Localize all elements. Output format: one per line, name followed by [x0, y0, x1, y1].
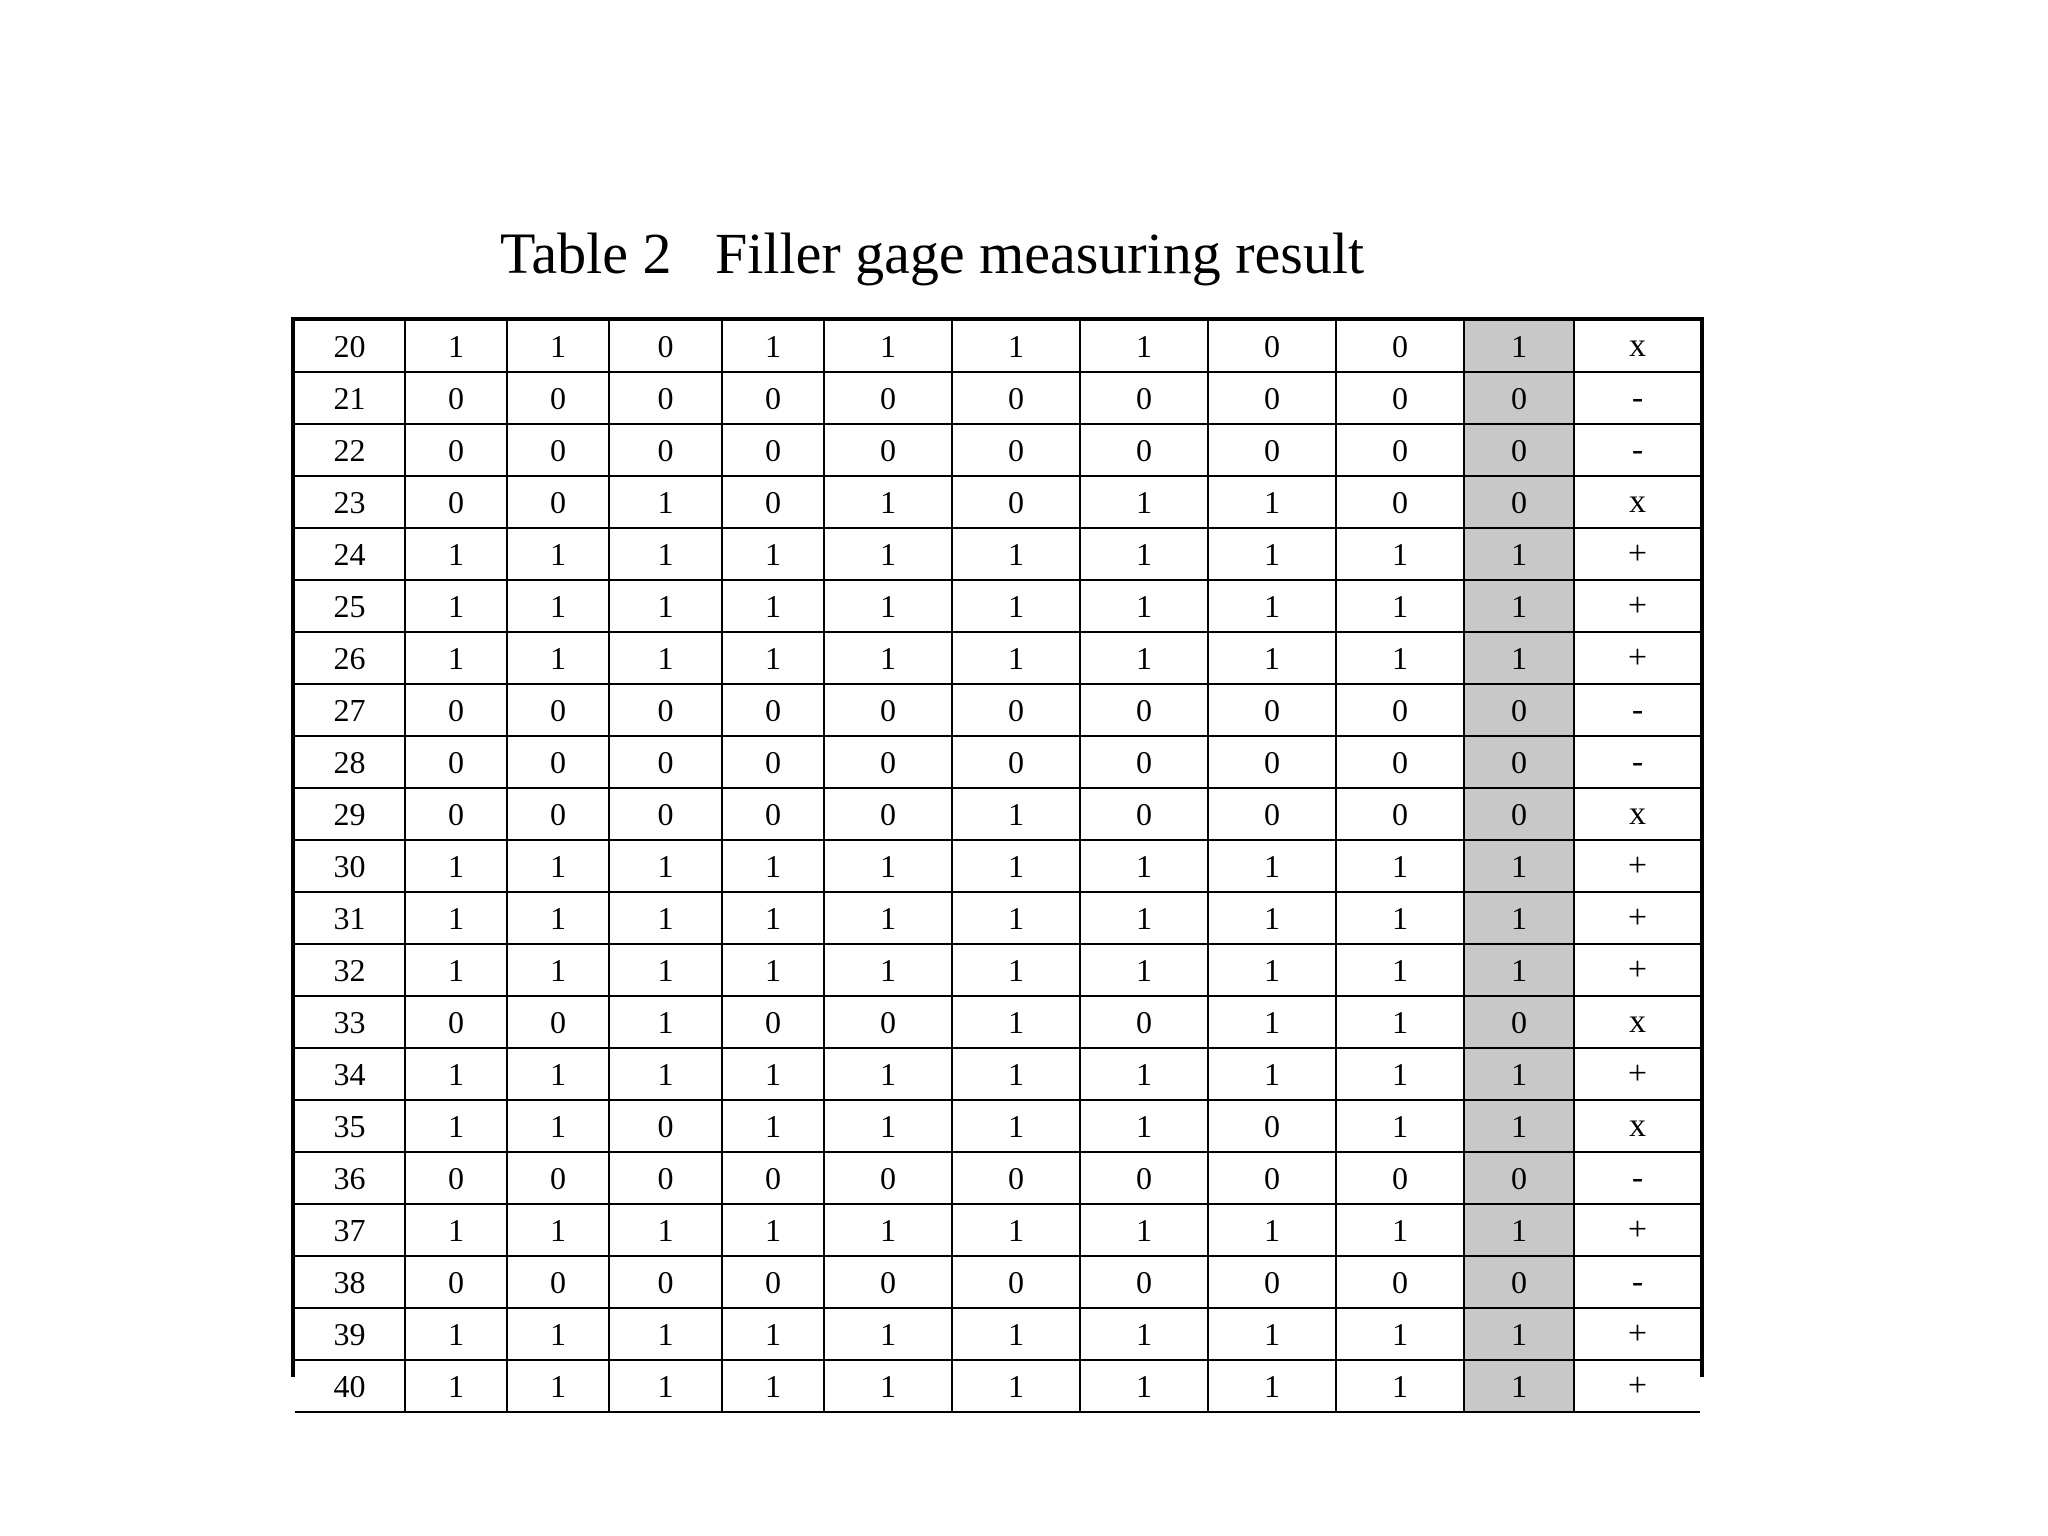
measurement-cell: 0: [507, 1152, 609, 1204]
result-mark-cell: x: [1574, 788, 1700, 840]
measurement-cell: 1: [1336, 632, 1464, 684]
table-row: [295, 1360, 1700, 1412]
table-row: [295, 736, 1700, 788]
table-row: [295, 476, 1700, 528]
results-table-body: [295, 321, 1700, 1412]
measurement-cell: 0: [1080, 1152, 1208, 1204]
measurement-cell: 0: [1336, 321, 1464, 372]
measurement-cell: 1: [722, 1308, 824, 1360]
measurement-cell: 0: [1208, 736, 1336, 788]
measurement-cell: 1: [609, 632, 722, 684]
measurement-cell: 1: [405, 1204, 507, 1256]
measurement-cell: 0: [507, 372, 609, 424]
measurement-cell: 0: [1080, 424, 1208, 476]
measurement-cell: 0: [405, 1152, 507, 1204]
row-number-cell: 26: [295, 632, 405, 684]
result-mark-cell: +: [1574, 840, 1700, 892]
measurement-cell: 1: [405, 1360, 507, 1412]
row-number-cell: 34: [295, 1048, 405, 1100]
measurement-cell: 0: [722, 1256, 824, 1308]
measurement-cell: 0: [952, 1256, 1080, 1308]
measurement-cell: 1: [1336, 1308, 1464, 1360]
measurement-cell: 1: [824, 1100, 952, 1152]
measurement-cell: 0: [1208, 1152, 1336, 1204]
measurement-cell: 0: [1336, 1152, 1464, 1204]
measurement-cell: 1: [1336, 1204, 1464, 1256]
measurement-cell: 1: [507, 892, 609, 944]
measurement-cell: 1: [405, 580, 507, 632]
measurement-cell: 1: [1336, 528, 1464, 580]
measurement-cell: 1: [405, 840, 507, 892]
measurement-cell: 0: [609, 1100, 722, 1152]
measurement-cell: 0: [507, 424, 609, 476]
highlighted-cell: 1: [1464, 1048, 1574, 1100]
measurement-cell: 1: [824, 1048, 952, 1100]
result-mark-cell: +: [1574, 944, 1700, 996]
measurement-cell: 1: [405, 528, 507, 580]
result-mark-cell: +: [1574, 1360, 1700, 1412]
result-mark-cell: -: [1574, 684, 1700, 736]
measurement-cell: 1: [609, 944, 722, 996]
measurement-cell: 0: [405, 736, 507, 788]
row-number-cell: 25: [295, 580, 405, 632]
measurement-cell: 1: [507, 944, 609, 996]
measurement-cell: 1: [952, 788, 1080, 840]
measurement-cell: 0: [405, 424, 507, 476]
measurement-cell: 1: [722, 632, 824, 684]
measurement-cell: 1: [609, 1308, 722, 1360]
table-row: [295, 1308, 1700, 1360]
table-row: [295, 840, 1700, 892]
measurement-cell: 1: [507, 1100, 609, 1152]
highlighted-cell: 1: [1464, 528, 1574, 580]
measurement-cell: 1: [952, 996, 1080, 1048]
measurement-cell: 0: [1208, 424, 1336, 476]
row-number-cell: 21: [295, 372, 405, 424]
measurement-cell: 1: [507, 528, 609, 580]
measurement-cell: 0: [1080, 684, 1208, 736]
measurement-cell: 0: [609, 321, 722, 372]
measurement-cell: 1: [824, 1308, 952, 1360]
measurement-cell: 0: [609, 424, 722, 476]
row-number-cell: 40: [295, 1360, 405, 1412]
measurement-cell: 1: [1080, 476, 1208, 528]
measurement-cell: 1: [1080, 1048, 1208, 1100]
table-row: [295, 580, 1700, 632]
measurement-cell: 1: [405, 1308, 507, 1360]
row-number-cell: 29: [295, 788, 405, 840]
measurement-cell: 1: [1080, 892, 1208, 944]
measurement-cell: 0: [1336, 736, 1464, 788]
measurement-cell: 1: [1336, 892, 1464, 944]
measurement-cell: 1: [824, 892, 952, 944]
measurement-cell: 1: [1208, 1360, 1336, 1412]
measurement-cell: 1: [952, 580, 1080, 632]
measurement-cell: 1: [609, 840, 722, 892]
highlighted-cell: 1: [1464, 1308, 1574, 1360]
highlighted-cell: 1: [1464, 1100, 1574, 1152]
table-title: Table 2 Filler gage measuring result: [500, 221, 1365, 286]
highlighted-cell: 0: [1464, 736, 1574, 788]
measurement-cell: 1: [1336, 996, 1464, 1048]
highlighted-cell: 1: [1464, 1360, 1574, 1412]
measurement-cell: 1: [609, 1048, 722, 1100]
measurement-cell: 1: [405, 1100, 507, 1152]
measurement-cell: 0: [824, 684, 952, 736]
measurement-cell: 0: [1080, 1256, 1208, 1308]
measurement-cell: 1: [824, 840, 952, 892]
measurement-cell: 1: [722, 1204, 824, 1256]
measurement-cell: 0: [722, 372, 824, 424]
measurement-cell: 1: [1080, 528, 1208, 580]
table-row: [295, 528, 1700, 580]
result-mark-cell: -: [1574, 1256, 1700, 1308]
measurement-cell: 0: [405, 372, 507, 424]
measurement-cell: 0: [952, 424, 1080, 476]
measurement-cell: 0: [1208, 321, 1336, 372]
measurement-cell: 1: [952, 892, 1080, 944]
result-mark-cell: -: [1574, 424, 1700, 476]
measurement-cell: 1: [952, 1048, 1080, 1100]
measurement-cell: 1: [1080, 632, 1208, 684]
measurement-cell: 0: [1080, 372, 1208, 424]
measurement-cell: 1: [824, 580, 952, 632]
measurement-cell: 1: [824, 528, 952, 580]
measurement-cell: 1: [952, 1204, 1080, 1256]
result-mark-cell: x: [1574, 1100, 1700, 1152]
measurement-cell: 1: [507, 321, 609, 372]
table-row: [295, 892, 1700, 944]
measurement-cell: 1: [952, 632, 1080, 684]
measurement-cell: 1: [952, 840, 1080, 892]
measurement-cell: 1: [722, 321, 824, 372]
measurement-cell: 1: [952, 944, 1080, 996]
measurement-cell: 1: [952, 1308, 1080, 1360]
measurement-cell: 0: [824, 372, 952, 424]
highlighted-cell: 1: [1464, 1204, 1574, 1256]
measurement-cell: 0: [952, 372, 1080, 424]
measurement-cell: 1: [722, 580, 824, 632]
measurement-cell: 0: [824, 1256, 952, 1308]
row-number-cell: 30: [295, 840, 405, 892]
table-row: [295, 1048, 1700, 1100]
measurement-cell: 0: [507, 736, 609, 788]
result-mark-cell: x: [1574, 476, 1700, 528]
measurement-cell: 1: [1336, 840, 1464, 892]
measurement-cell: 0: [609, 1256, 722, 1308]
highlighted-cell: 0: [1464, 996, 1574, 1048]
measurement-cell: 0: [507, 788, 609, 840]
measurement-cell: 0: [1336, 788, 1464, 840]
measurement-cell: 1: [507, 1204, 609, 1256]
measurement-cell: 1: [1208, 944, 1336, 996]
row-number-cell: 22: [295, 424, 405, 476]
measurement-cell: 0: [824, 424, 952, 476]
measurement-cell: 1: [952, 1360, 1080, 1412]
measurement-cell: 0: [722, 424, 824, 476]
measurement-cell: 1: [1208, 840, 1336, 892]
measurement-cell: 1: [1208, 476, 1336, 528]
measurement-cell: 0: [952, 476, 1080, 528]
measurement-cell: 0: [1080, 996, 1208, 1048]
highlighted-cell: 1: [1464, 632, 1574, 684]
measurement-cell: 1: [824, 632, 952, 684]
measurement-cell: 1: [824, 944, 952, 996]
measurement-cell: 1: [1208, 528, 1336, 580]
measurement-cell: 0: [952, 684, 1080, 736]
measurement-cell: 1: [609, 996, 722, 1048]
measurement-cell: 0: [405, 788, 507, 840]
measurement-cell: 1: [609, 528, 722, 580]
highlighted-cell: 1: [1464, 944, 1574, 996]
measurement-cell: 0: [1336, 476, 1464, 528]
measurement-cell: 0: [609, 788, 722, 840]
highlighted-cell: 0: [1464, 1152, 1574, 1204]
result-mark-cell: +: [1574, 1308, 1700, 1360]
measurement-cell: 1: [1336, 944, 1464, 996]
measurement-cell: 0: [1208, 788, 1336, 840]
row-number-cell: 31: [295, 892, 405, 944]
highlighted-cell: 0: [1464, 1256, 1574, 1308]
measurement-cell: 1: [405, 1048, 507, 1100]
measurement-cell: 0: [952, 1152, 1080, 1204]
row-number-cell: 35: [295, 1100, 405, 1152]
measurement-cell: 1: [824, 321, 952, 372]
row-number-cell: 32: [295, 944, 405, 996]
measurement-cell: 1: [824, 476, 952, 528]
measurement-cell: 0: [722, 788, 824, 840]
row-number-cell: 38: [295, 1256, 405, 1308]
measurement-cell: 0: [609, 372, 722, 424]
measurement-cell: 1: [1208, 580, 1336, 632]
highlighted-cell: 0: [1464, 476, 1574, 528]
measurement-cell: 0: [405, 476, 507, 528]
results-table-frame: [291, 317, 1704, 1404]
measurement-cell: 1: [722, 1100, 824, 1152]
measurement-cell: 1: [952, 528, 1080, 580]
row-number-cell: 20: [295, 321, 405, 372]
highlighted-cell: 0: [1464, 684, 1574, 736]
measurement-cell: 1: [609, 1360, 722, 1412]
measurement-cell: 1: [609, 1204, 722, 1256]
measurement-cell: 1: [405, 632, 507, 684]
table-row: [295, 632, 1700, 684]
measurement-cell: 1: [1080, 321, 1208, 372]
measurement-cell: 1: [1080, 1360, 1208, 1412]
measurement-cell: 1: [722, 840, 824, 892]
measurement-cell: 1: [722, 944, 824, 996]
measurement-cell: 1: [609, 476, 722, 528]
row-number-cell: 33: [295, 996, 405, 1048]
measurement-cell: 1: [1336, 1100, 1464, 1152]
measurement-cell: 1: [507, 580, 609, 632]
result-mark-cell: +: [1574, 632, 1700, 684]
measurement-cell: 1: [824, 1204, 952, 1256]
measurement-cell: 1: [1080, 1204, 1208, 1256]
results-table: [295, 321, 1700, 1413]
measurement-cell: 0: [405, 996, 507, 1048]
measurement-cell: 0: [824, 736, 952, 788]
measurement-cell: 1: [1080, 944, 1208, 996]
measurement-cell: 0: [1208, 372, 1336, 424]
result-mark-cell: +: [1574, 1048, 1700, 1100]
measurement-cell: 0: [1080, 736, 1208, 788]
measurement-cell: 1: [1080, 840, 1208, 892]
measurement-cell: 1: [1208, 632, 1336, 684]
measurement-cell: 0: [722, 684, 824, 736]
measurement-cell: 0: [1336, 1256, 1464, 1308]
table-row: [295, 424, 1700, 476]
row-number-cell: 24: [295, 528, 405, 580]
measurement-cell: 1: [824, 1360, 952, 1412]
table-row: [295, 1100, 1700, 1152]
measurement-cell: 1: [1208, 1204, 1336, 1256]
result-mark-cell: -: [1574, 372, 1700, 424]
measurement-cell: 1: [507, 1048, 609, 1100]
row-number-cell: 39: [295, 1308, 405, 1360]
measurement-cell: 1: [1336, 1360, 1464, 1412]
result-mark-cell: -: [1574, 736, 1700, 788]
measurement-cell: 0: [1208, 684, 1336, 736]
measurement-cell: 0: [405, 684, 507, 736]
measurement-cell: 0: [722, 1152, 824, 1204]
measurement-cell: 1: [952, 321, 1080, 372]
result-mark-cell: -: [1574, 1152, 1700, 1204]
measurement-cell: 0: [1336, 684, 1464, 736]
measurement-cell: 0: [722, 996, 824, 1048]
measurement-cell: 0: [1336, 424, 1464, 476]
measurement-cell: 1: [507, 632, 609, 684]
measurement-cell: 1: [405, 944, 507, 996]
table-row: [295, 944, 1700, 996]
measurement-cell: 0: [952, 736, 1080, 788]
measurement-cell: 1: [405, 321, 507, 372]
measurement-cell: 0: [507, 1256, 609, 1308]
measurement-cell: 0: [609, 736, 722, 788]
measurement-cell: 1: [1336, 1048, 1464, 1100]
measurement-cell: 1: [1208, 1048, 1336, 1100]
result-mark-cell: +: [1574, 1204, 1700, 1256]
measurement-cell: 1: [609, 892, 722, 944]
table-row: [295, 1152, 1700, 1204]
measurement-cell: 1: [1208, 996, 1336, 1048]
table-row: [295, 788, 1700, 840]
measurement-cell: 1: [405, 892, 507, 944]
measurement-cell: 1: [507, 1308, 609, 1360]
highlighted-cell: 1: [1464, 840, 1574, 892]
measurement-cell: 0: [507, 684, 609, 736]
row-number-cell: 27: [295, 684, 405, 736]
measurement-cell: 0: [824, 1152, 952, 1204]
measurement-cell: 0: [507, 996, 609, 1048]
row-number-cell: 28: [295, 736, 405, 788]
result-mark-cell: x: [1574, 321, 1700, 372]
table-row: [295, 321, 1700, 372]
measurement-cell: 1: [609, 580, 722, 632]
measurement-cell: 1: [952, 1100, 1080, 1152]
row-number-cell: 36: [295, 1152, 405, 1204]
measurement-cell: 1: [722, 528, 824, 580]
result-mark-cell: +: [1574, 528, 1700, 580]
measurement-cell: 0: [1080, 788, 1208, 840]
measurement-cell: 0: [1208, 1100, 1336, 1152]
measurement-cell: 0: [507, 476, 609, 528]
measurement-cell: 0: [824, 996, 952, 1048]
measurement-cell: 1: [1208, 1308, 1336, 1360]
measurement-cell: 1: [507, 1360, 609, 1412]
highlighted-cell: 1: [1464, 580, 1574, 632]
measurement-cell: 1: [1080, 1308, 1208, 1360]
result-mark-cell: x: [1574, 996, 1700, 1048]
measurement-cell: 0: [824, 788, 952, 840]
result-mark-cell: +: [1574, 892, 1700, 944]
table-row: [295, 1204, 1700, 1256]
measurement-cell: 1: [722, 892, 824, 944]
measurement-cell: 0: [405, 1256, 507, 1308]
row-number-cell: 23: [295, 476, 405, 528]
measurement-cell: 1: [722, 1360, 824, 1412]
measurement-cell: 0: [609, 684, 722, 736]
measurement-cell: 0: [609, 1152, 722, 1204]
highlighted-cell: 1: [1464, 321, 1574, 372]
measurement-cell: 1: [1208, 892, 1336, 944]
highlighted-cell: 1: [1464, 892, 1574, 944]
measurement-cell: 1: [1080, 1100, 1208, 1152]
table-row: [295, 684, 1700, 736]
highlighted-cell: 0: [1464, 788, 1574, 840]
table-row: [295, 1256, 1700, 1308]
result-mark-cell: +: [1574, 580, 1700, 632]
measurement-cell: 1: [507, 840, 609, 892]
row-number-cell: 37: [295, 1204, 405, 1256]
table-row: [295, 996, 1700, 1048]
measurement-cell: 1: [1336, 580, 1464, 632]
measurement-cell: 1: [1080, 580, 1208, 632]
highlighted-cell: 0: [1464, 424, 1574, 476]
highlighted-cell: 0: [1464, 372, 1574, 424]
measurement-cell: 0: [722, 736, 824, 788]
measurement-cell: 0: [722, 476, 824, 528]
table-row: [295, 372, 1700, 424]
measurement-cell: 1: [722, 1048, 824, 1100]
measurement-cell: 0: [1336, 372, 1464, 424]
measurement-cell: 0: [1208, 1256, 1336, 1308]
